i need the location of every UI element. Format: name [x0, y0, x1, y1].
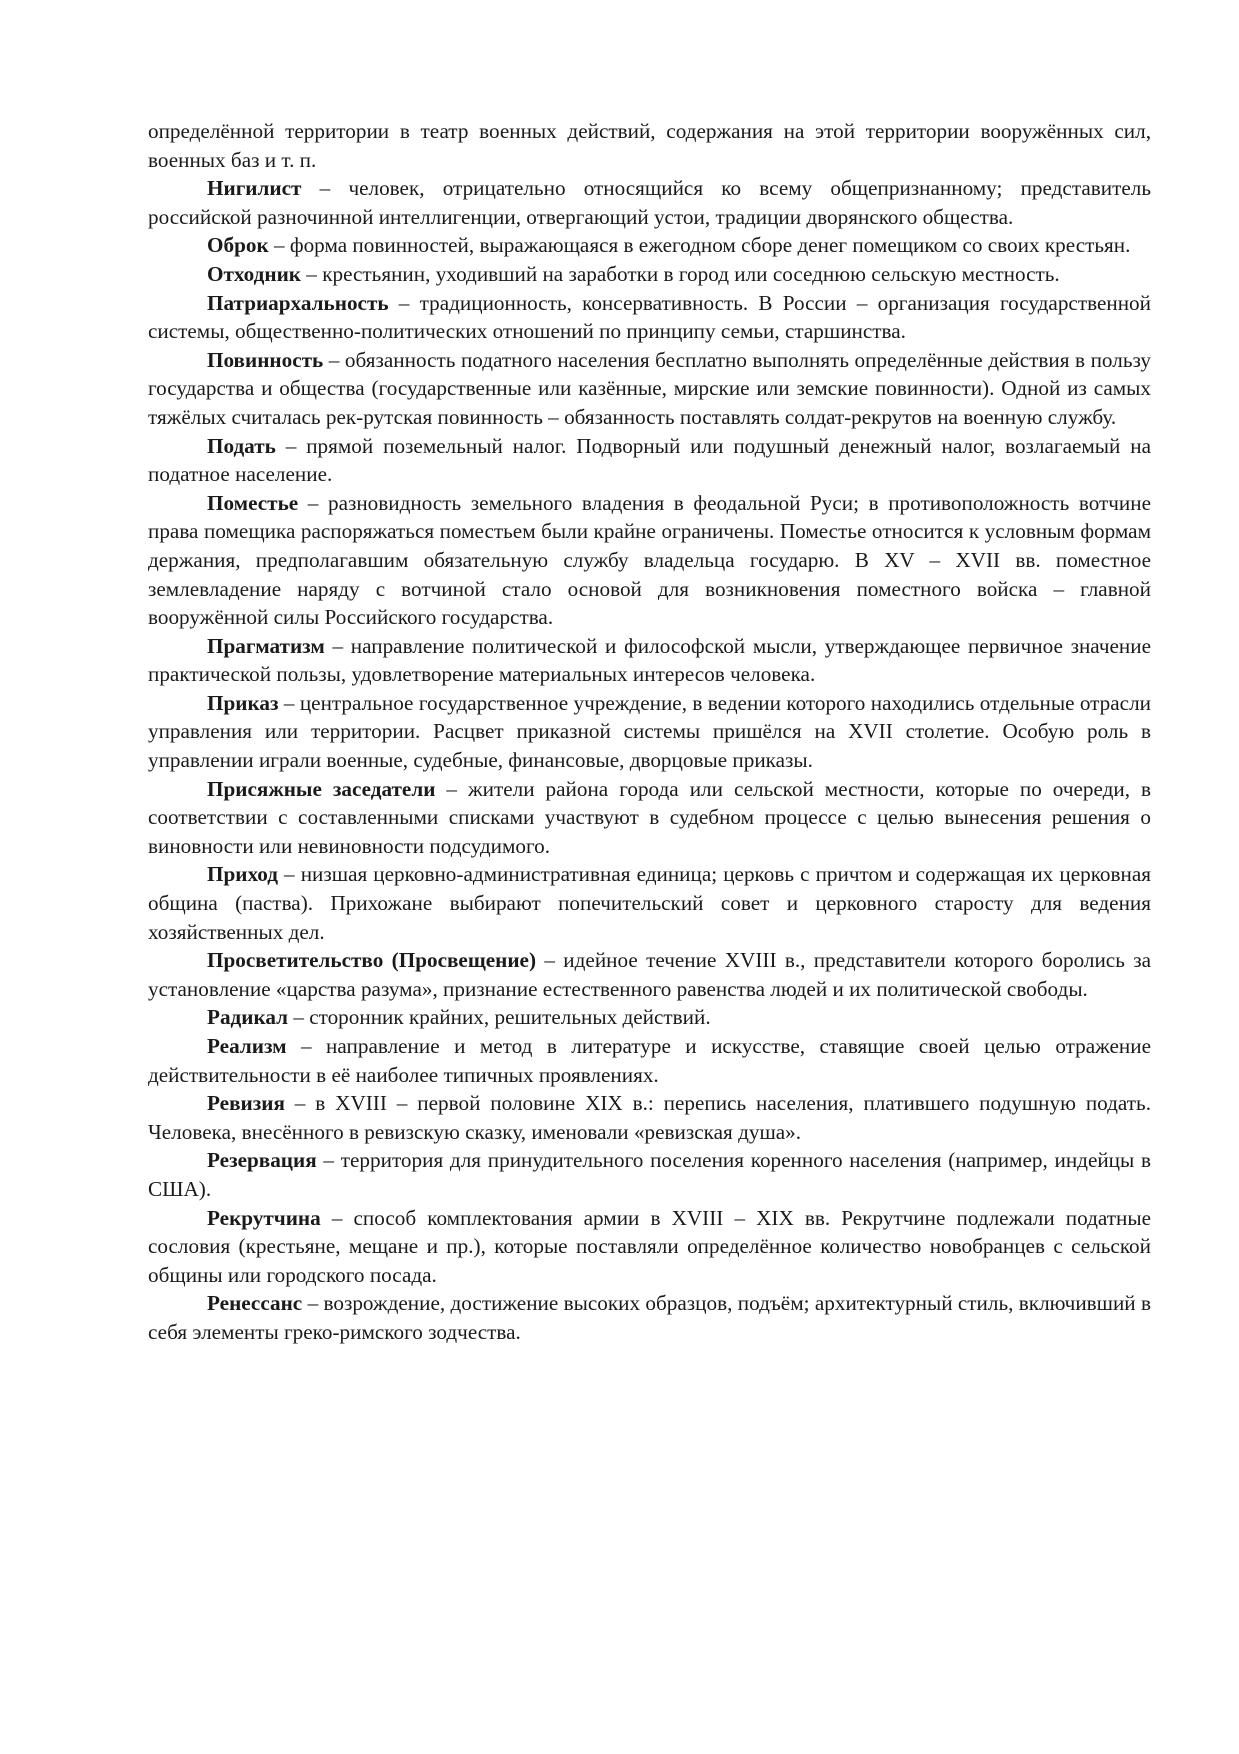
glossary-definition: – центральное государственное учреждение, в ведении которого находились отдельные отрасли управления или территории. Расцвет приказной системы пришёлся на XVII столетие. Особую роль в управлении играли военные, судебные, финансовые, дворцовые приказы.: [148, 690, 1151, 773]
glossary-term: Реализм: [207, 1034, 287, 1058]
glossary-definition: – территория для принудительного поселения коренного населения (например, индейцы в США).: [148, 1148, 1151, 1201]
glossary-entry: [148, 1089, 1151, 1146]
glossary-term: Оброк: [207, 233, 269, 258]
intro-paragraph: определённой территории в театр военных действий, содержания на этой территории вооружённых сил, военных баз и т. п.: [148, 119, 1151, 172]
glossary-definition: – в XVIII – первой половине XIX в.: перепись населения, платившего подушную подать. Человека, внесённого в ревизскую сказку, именовали «ревизская душа».: [148, 1091, 1151, 1144]
glossary-definition: – низшая церковно-административная единица; церковь с причтом и содержащая их церковная община (паства). Прихожане выбирают попечительский совет и церковного старосту для ведения хозяйственных дел.: [148, 862, 1151, 944]
glossary-term: Нигилист: [207, 176, 302, 201]
glossary-entry: [148, 775, 1151, 861]
glossary-definition: – возрождение, достижение высоких образцов, подъём; архитектурный стиль, включивший в себя элементы греко-римского зодчества.: [148, 1291, 1151, 1344]
glossary-entry: [148, 1032, 1151, 1089]
glossary-term: Просветительство (Просвещение): [207, 948, 537, 973]
glossary-definition: – традиционность, консервативность. В России – организация государственной системы, общественно-политических отношений по принципу семьи, старшинства.: [148, 290, 1151, 344]
glossary-term: Ревизия: [207, 1091, 285, 1116]
glossary-term: Ренессанс: [207, 1291, 303, 1316]
glossary-entry: [148, 1289, 1151, 1346]
glossary-definition: – способ комплектования армии в XVIII – XIX вв. Рекрутчине подлежали податные сословия (крестьяне, мещане и пр.), которые поставляли определённое количество новобранцев с сельской общины или городского посада.: [148, 1205, 1151, 1287]
glossary-entry: [148, 1146, 1151, 1203]
glossary-entry: [148, 860, 1151, 946]
glossary-entry: [148, 1003, 1151, 1032]
glossary-term: Приказ: [207, 690, 279, 715]
glossary-definition: – направление и метод в литературе и искусстве, ставящие своей целью отражение действительности в её наиболее типичных проявлениях.: [148, 1034, 1151, 1087]
glossary-term: Радикал: [207, 1005, 289, 1030]
glossary-entry: [148, 1204, 1151, 1290]
glossary-entry: [148, 689, 1151, 775]
glossary-entry: [148, 946, 1151, 1003]
glossary-list: [148, 174, 1151, 1346]
glossary-term: Поместье: [207, 490, 299, 515]
glossary-term: Приход: [207, 862, 278, 887]
glossary-entry: [148, 174, 1151, 231]
glossary-term: Подать: [207, 433, 276, 458]
glossary-entry: [148, 260, 1151, 289]
glossary-entry: [148, 432, 1151, 489]
glossary-term: Прагматизм: [207, 633, 325, 658]
glossary-definition: – сторонник крайних, решительных действий.: [288, 1005, 711, 1030]
glossary-term: Резервация: [207, 1148, 317, 1173]
glossary-term: Рекрутчина: [207, 1205, 321, 1230]
glossary-term: Патриархальность: [207, 290, 389, 315]
glossary-entry: [148, 289, 1151, 346]
glossary-entry: [148, 346, 1151, 432]
glossary-definition: – жители района города или сельской местности, которые по очереди, в соответствии с составленными списками участвуют в судебном процессе с целью вынесения решения о виновности или невиновности подсудимого.: [148, 776, 1152, 858]
glossary-definition: – идейное течение XVIII в., представители которого боролись за установление «царства разума», признание естественного равенства людей и их политической свободы.: [148, 948, 1151, 1001]
glossary-definition: – форма повинностей, выражающаяся в ежегодном сборе денег помещиком со своих крестьян.: [268, 233, 1131, 258]
glossary-entry: [148, 632, 1151, 689]
glossary-definition: – прямой поземельный налог. Подворный или подушный денежный налог, возлагаемый на податное население.: [148, 433, 1151, 487]
document-page: [148, 117, 1151, 1347]
glossary-definition: – обязанность податного населения бесплатно выполнять определённые действия в пользу государства и общества (государственные или казённые, мирские или земские повинности). Одной из самых тяжёлых считалась рек-рутская повинность – обязанность поставлять солдат-рекрутов на военную службу.: [148, 347, 1151, 429]
glossary-definition: – разновидность земельного владения в феодальной Руси; в противоположность вотчине права помещика распоряжаться поместьем были крайне ограничены. Поместье относится к условным формам держания, предполагавшим обязательную службу владельца государю. В XV – XVII вв. поместное землевладение наряду с вотчиной стало основой для возникновения поместного войска – главной вооружённой силы Российского государства.: [148, 490, 1151, 630]
glossary-term: Отходник: [207, 261, 301, 286]
glossary-entry: [148, 489, 1151, 632]
glossary-definition: – направление политической и философской мысли, утверждающее первичное значение практической пользы, удовлетворение материальных интересов человека.: [148, 633, 1151, 687]
glossary-term: Присяжные заседатели: [207, 776, 436, 801]
glossary-definition: – крестьянин, уходивший на заработки в город или соседнюю сельскую местность.: [301, 261, 1060, 286]
glossary-entry: [148, 231, 1151, 260]
glossary-term: Повинность: [207, 347, 324, 372]
glossary-definition: – человек, отрицательно относящийся ко всему общепризнанному; представитель российской разночинной интеллигенции, отвергающий устои, традиции дворянского общества.: [148, 176, 1151, 229]
